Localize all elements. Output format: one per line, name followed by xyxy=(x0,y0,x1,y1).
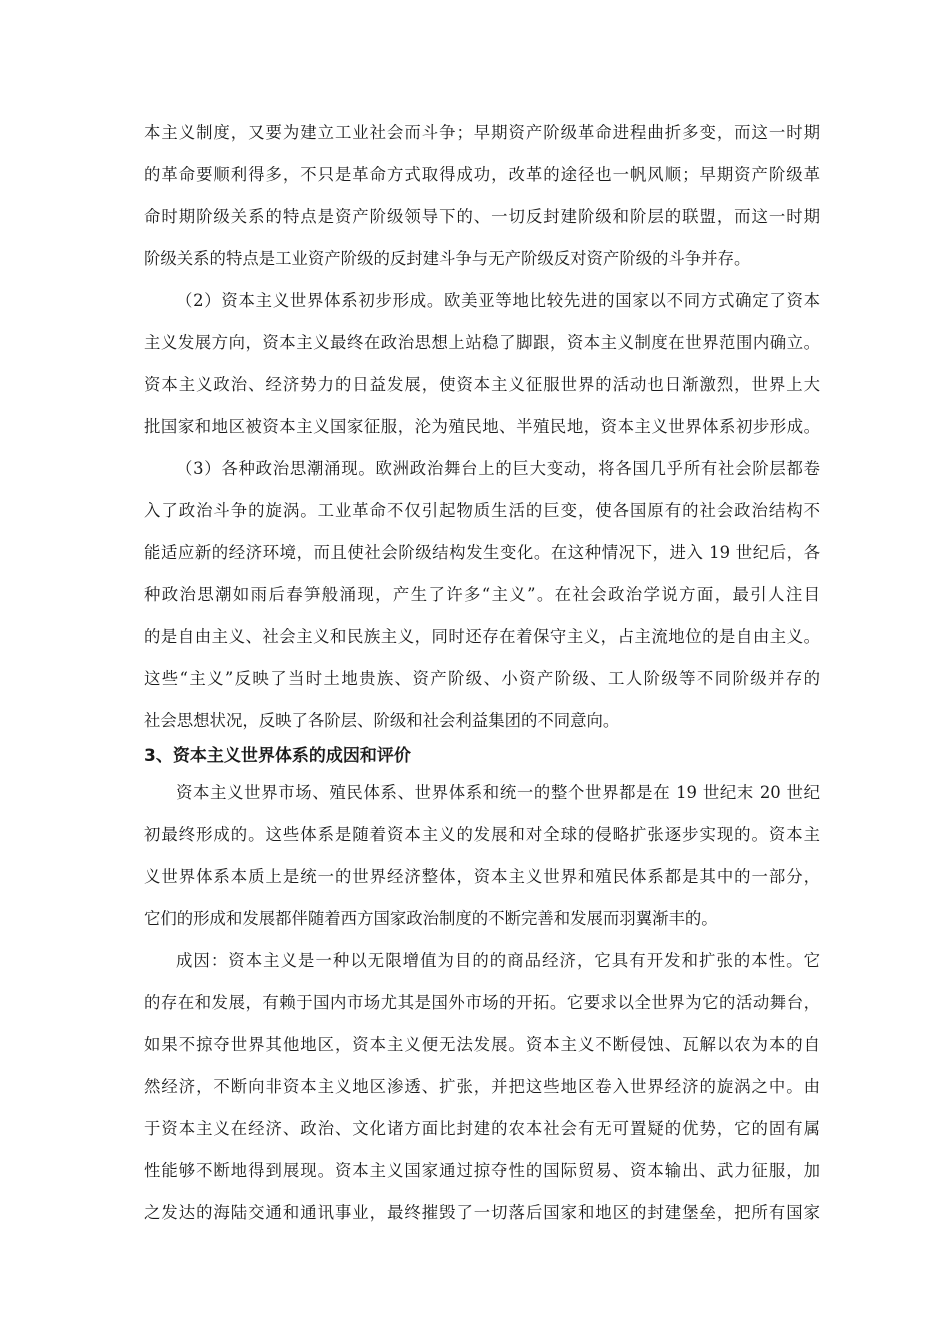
paragraph-line: 之发达的海陆交通和通讯事业，最终摧毁了一切落后国家和地区的封建堡垒，把所有国家 xyxy=(144,1203,820,1222)
section-heading: 3、资本主义世界体系的成因和评价 xyxy=(144,746,411,766)
paragraph-line: 主义发展方向，资本主义最终在政治思想上站稳了脚跟，资本主义制度在世界范围内确立。 xyxy=(144,333,820,352)
paragraph-line: 资本主义世界市场、殖民体系、世界体系和统一的整个世界都是在 19 世纪末 20 世纪 xyxy=(176,783,820,802)
paragraph-line: 性能够不断地得到展现。资本主义国家通过掠夺性的国际贸易、资本输出、武力征服，加 xyxy=(144,1161,820,1180)
paragraph-line: 的存在和发展，有赖于国内市场尤其是国外市场的开拓。它要求以全世界为它的活动舞台， xyxy=(144,993,820,1012)
paragraph-line: 初最终形成的。这些体系是随着资本主义的发展和对全球的侵略扩张逐步实现的。资本主 xyxy=(144,825,820,844)
paragraph-line: 然经济，不断向非资本主义地区渗透、扩张，并把这些地区卷入世界经济的旋涡之中。由 xyxy=(144,1077,820,1096)
paragraph-line: 成因：资本主义是一种以无限增值为目的的商品经济，它具有开发和扩张的本性。它 xyxy=(176,951,820,970)
paragraph-line: 它们的形成和发展都伴随着西方国家政治制度的不断完善和发展而羽翼渐丰的。 xyxy=(144,909,718,928)
paragraph-line: 阶级关系的特点是工业资产阶级的反封建斗争与无产阶级反对资产阶级的斗争并存。 xyxy=(144,249,751,268)
paragraph-line: 如果不掠夺世界其他地区，资本主义便无法发展。资本主义不断侵蚀、瓦解以农为本的自 xyxy=(144,1035,820,1054)
paragraph-line: 的是自由主义、社会主义和民族主义，同时还存在着保守主义，占主流地位的是自由主义。 xyxy=(144,627,820,646)
paragraph-line: 这些“主义”反映了当时土地贵族、资产阶级、小资产阶级、工人阶级等不同阶级并存的 xyxy=(144,669,820,688)
paragraph-line: 种政治思潮如雨后春笋般涌现，产生了许多“主义”。在社会政治学说方面，最引人注目 xyxy=(144,585,820,604)
paragraph-line: 命时期阶级关系的特点是资产阶级领导下的、一切反封建阶级和阶层的联盟，而这一时期 xyxy=(144,207,820,226)
paragraph-line: 社会思想状况，反映了各阶层、阶级和社会利益集团的不同意向。 xyxy=(144,711,620,730)
paragraph-line: （2）资本主义世界体系初步形成。欧美亚等地比较先进的国家以不同方式确定了资本 xyxy=(176,291,820,310)
paragraph-line: 能适应新的经济环境，而且使社会阶级结构发生变化。在这种情况下，进入 19 世纪后，各 xyxy=(144,543,820,562)
paragraph-line: 批国家和地区被资本主义国家征服，沦为殖民地、半殖民地，资本主义世界体系初步形成。 xyxy=(144,417,820,436)
paragraph-line: 的革命要顺利得多，不只是革命方式取得成功，改革的途径也一帆风顺；早期资产阶级革 xyxy=(144,165,820,184)
paragraph-line: 入了政治斗争的旋涡。工业革命不仅引起物质生活的巨变，使各国原有的社会政治结构不 xyxy=(144,501,820,520)
paragraph-line: 资本主义政治、经济势力的日益发展，使资本主义征服世界的活动也日渐激烈，世界上大 xyxy=(144,375,820,394)
paragraph-line: 于资本主义在经济、政治、文化诸方面比封建的农本社会有无可置疑的优势，它的固有属 xyxy=(144,1119,820,1138)
paragraph-line: 义世界体系本质上是统一的世界经济整体，资本主义世界和殖民体系都是其中的一部分， xyxy=(144,867,820,886)
paragraph-line: （3）各种政治思潮涌现。欧洲政治舞台上的巨大变动，将各国几乎所有社会阶层都卷 xyxy=(176,459,820,478)
paragraph-line: 本主义制度，又要为建立工业社会而斗争；早期资产阶级革命进程曲折多变，而这一时期 xyxy=(144,123,820,142)
